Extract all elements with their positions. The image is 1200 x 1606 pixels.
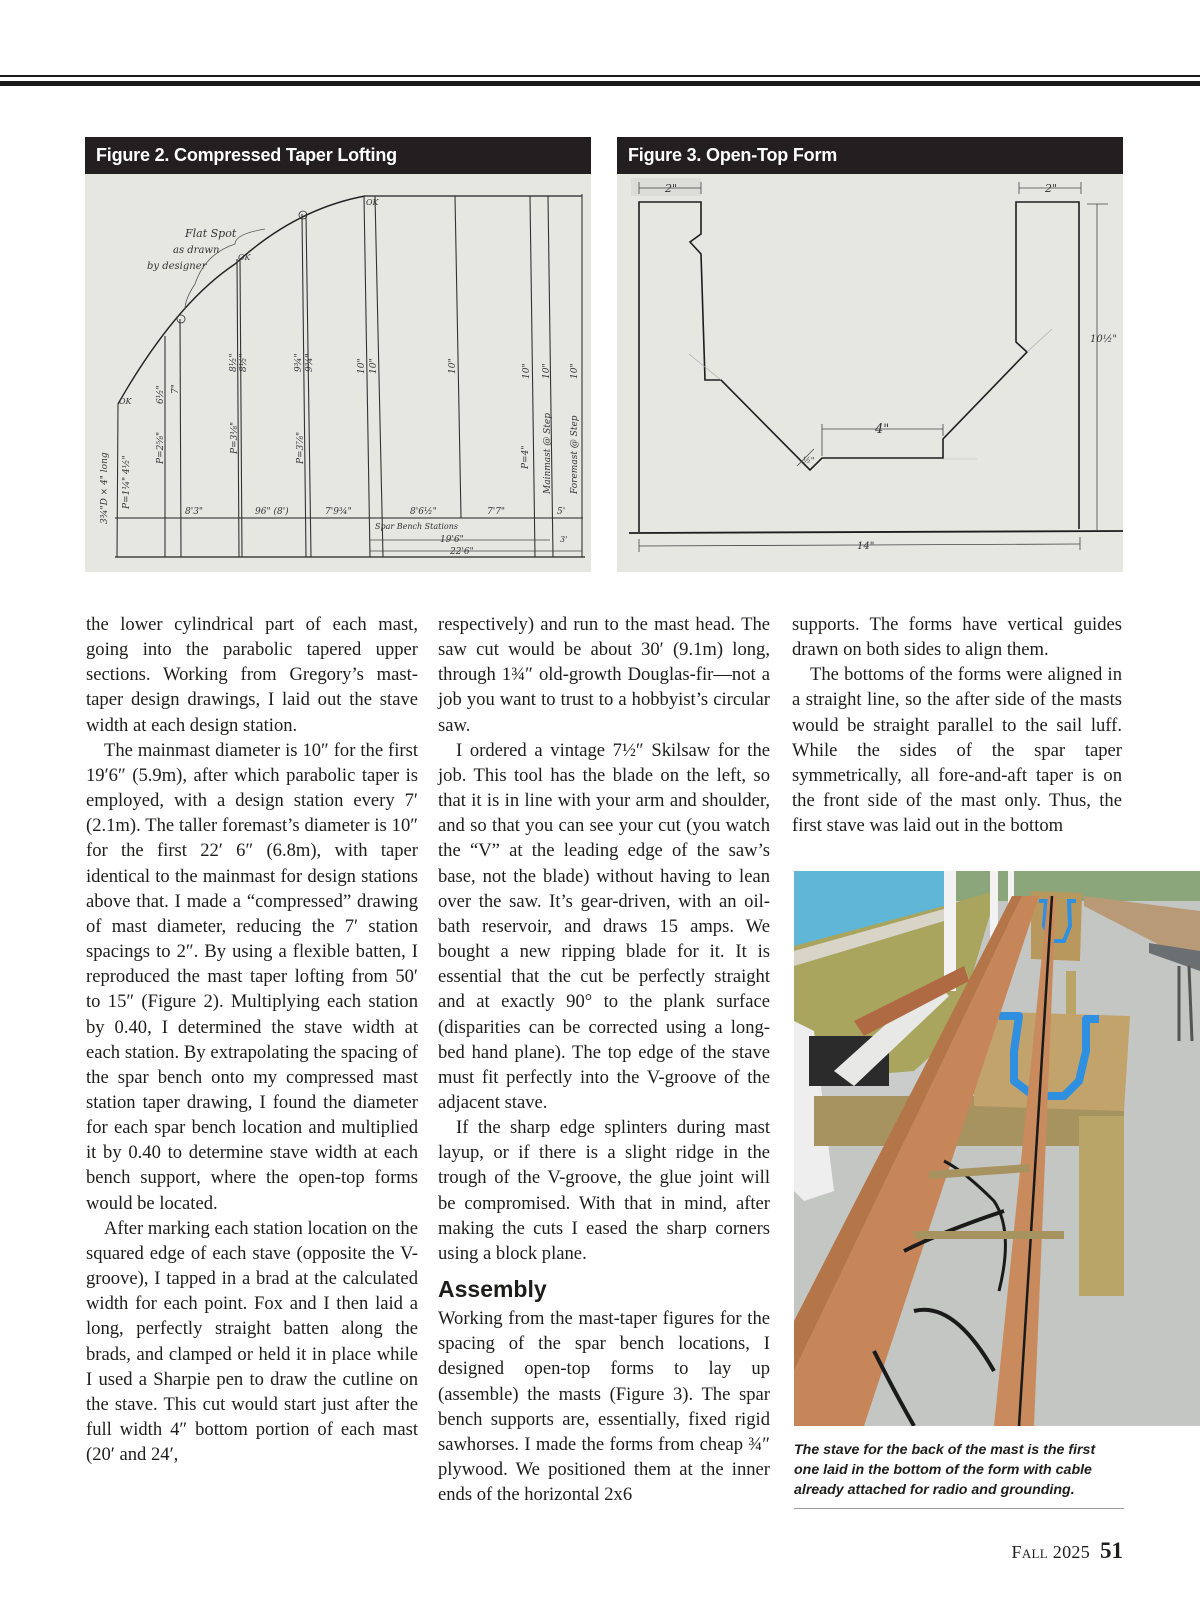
spacing-label: 5' — [557, 507, 566, 517]
diameter-label: 9¾" — [305, 353, 315, 372]
bracket-label: 3¾"D × 4" long — [100, 452, 110, 524]
diameter-label: 9¾" — [294, 353, 304, 372]
diameter-label: 6½" — [156, 385, 166, 404]
spacing-label: 7'9¾" — [325, 507, 352, 517]
figure-2 — [85, 137, 591, 572]
diameter-label: 10" — [542, 363, 552, 379]
dim-3: 3' — [560, 535, 568, 544]
paragraph: supports. The forms have vertical guides drawn on both sides to align them. — [792, 614, 1122, 661]
diameter-label: 10" — [570, 363, 580, 379]
spacing-label: 8'3" — [185, 507, 204, 517]
left-width-label: 2" — [665, 182, 678, 195]
paragraph: The mainmast diameter is 10″ for the first 19′6″ (5.9m), after which parabolic taper is employed, with a design station every 7′ (2.1m). The taller foremast’s diameter is 10″ for the first 22′ 6″ (6.8m), with taper identical to the mainmast for design stations above that. I made a “compressed” drawing of mast diameter, reducing the 7′ station spacings to 2″. By using a flexible batten, I reproduced the mast taper lofting from 50′ to 15″ (Figure 2). Multiplying each station by 0.40, I determined the stave width at each station. By extrapolating the spacing of the spar bench onto my compressed mast station taper drawing, I found the diameter for each spar bench location and multiplied it by 0.40 to determine stave width at each bench support, where the open-top forms would be located. — [86, 739, 418, 1214]
spacing-label: 8'6½" — [410, 507, 437, 517]
figure-2-title: Figure 2. Compressed Taper Lofting — [85, 137, 591, 174]
diameter-label: 7" — [171, 384, 181, 394]
station-label: P=1¼" — [122, 476, 132, 509]
ok-mark-3: OK — [366, 198, 379, 207]
article-column-2 — [438, 612, 770, 1507]
figure-3 — [617, 137, 1123, 572]
page-footer — [1012, 1538, 1123, 1564]
flat-spot-label-3: by designer — [147, 261, 207, 272]
figure-3-title: Figure 3. Open-Top Form — [617, 137, 1123, 174]
flat-spot-label-2: as drawn — [173, 245, 220, 256]
article-column-3 — [792, 612, 1122, 838]
paragraph: If the sharp edge splinters during mast layup, or if there is a slight ridge in the trough of the V-groove, the glue joint will be compromised. With that in mind, after making the cuts I eased the sharp corners using a block plane. — [438, 1117, 770, 1264]
station-label: P=3⅞" — [296, 431, 306, 464]
bottom-width-label: 4" — [875, 422, 890, 437]
paragraph: I ordered a vintage 7½″ Skilsaw for the job. This tool has the blade on the left, so that it is in line with your arm and shoulder, and so that you can see your cut (you watch the “V” at the leading edge of the saw’s base, not the blade) without having to lean over the saw. It’s gear-driven, with an oil-bath reservoir, and draws 15 amps. We bought a new ripping blade for it. It is essential that the cut be perfectly straight and at exactly 90° to the plank surface (disparities can be corrected using a long-bed hand plane). The top edge of the stave must fit perfectly into the V-groove of the adjacent stave. — [438, 739, 770, 1113]
paragraph: Working from the mast-taper figures for the spacing of the spar bench locations, I designed open-top forms to lay up (assemble) the masts (Figure 3). The spar bench supports are, essentially, fixed rigid sawhorses. I made the forms from cheap ¾″ plywood. We positioned them at the inner ends of the horizontal 2x6 — [438, 1308, 770, 1506]
total-width-label: 14" — [857, 541, 875, 552]
spar-bench-label: Spar Bench Stations — [375, 522, 458, 531]
ok-mark-2: OK — [238, 253, 251, 262]
caption-rule — [794, 1508, 1124, 1509]
figure-2-drawing — [85, 174, 591, 572]
station-label: P=4" — [521, 445, 531, 469]
height-label: 10½" — [1090, 334, 1118, 345]
photo-illustration — [794, 871, 1200, 1426]
dim-19-6: 19'6" — [440, 535, 464, 545]
mast-stave-photo — [794, 871, 1200, 1426]
ok-mark-1: OK — [119, 397, 132, 406]
flat-spot-label: Flat Spot — [185, 227, 237, 240]
station-label: P=3⅛" — [230, 421, 240, 454]
diameter-label: 10" — [448, 358, 458, 374]
diameter-label: 8½" — [239, 353, 249, 372]
paragraph: After marking each station location on the squared edge of each stave (opposite the V-groove), I tapped in a brad at the calculated width for each point. Fox and I then laid a long, perfectly straight batten along the brads, and clamped or held it in place while I used a Sharpie pen to draw the cutline on the stave. This cut would start just after the full width 4″ bottom portion of each mast (20′ and 24′, — [86, 1217, 418, 1466]
spacing-label: 7'7" — [487, 507, 506, 517]
page-number: 51 — [1100, 1538, 1123, 1563]
spacing-label: 96" (8') — [255, 507, 289, 517]
header-rule-thick — [0, 81, 1200, 86]
taper-lofting-drawing — [85, 174, 591, 572]
section-heading-assembly: Assembly — [438, 1276, 547, 1303]
paragraph: the lower cylindrical part of each mast, going into the parabolic tapered upper sections. Working from Gregory’s mast-taper design drawings, I laid out the stave width at each design station. — [86, 614, 418, 736]
diameter-label: 8½" — [229, 353, 239, 372]
figure-3-drawing — [617, 174, 1123, 572]
groove-label: ½" — [803, 456, 815, 465]
station-label: P=2⅝" — [156, 431, 166, 464]
right-width-label: 2" — [1045, 182, 1058, 195]
open-top-form-drawing — [617, 174, 1123, 572]
station-label: Mainmast @ Step — [543, 413, 553, 494]
paragraph: The bottoms of the forms were aligned in a straight line, so the after side of the masts would be straight parallel to the sail luff. While the sides of the spar taper symmetrically, all fore-and-aft taper is on the front side of the mast only. Thus, the first stave was laid out in the bottom — [792, 664, 1122, 837]
article-column-1 — [86, 612, 418, 1467]
diameter-label: 10" — [357, 358, 367, 374]
station-label: Foremast @ Step — [570, 415, 580, 494]
diameter-label: 10" — [369, 358, 379, 374]
diameter-label: 10" — [522, 363, 532, 379]
diameter-label: 4½" — [122, 455, 132, 474]
issue-label: Fall 2025 — [1011, 1542, 1090, 1562]
dim-22-6: 22'6" — [450, 547, 474, 557]
photo-caption: The stave for the back of the mast is the first one laid in the bottom of the form with cable already attached for radio and grounding. — [794, 1442, 1096, 1498]
header-rule-thin — [0, 75, 1200, 77]
paragraph: respectively) and run to the mast head. The saw cut would be about 30′ (9.1m) long, through 1¾″ old-growth Douglas-fir—not a job you want to trust to a hobbyist’s circular saw. — [438, 614, 770, 736]
